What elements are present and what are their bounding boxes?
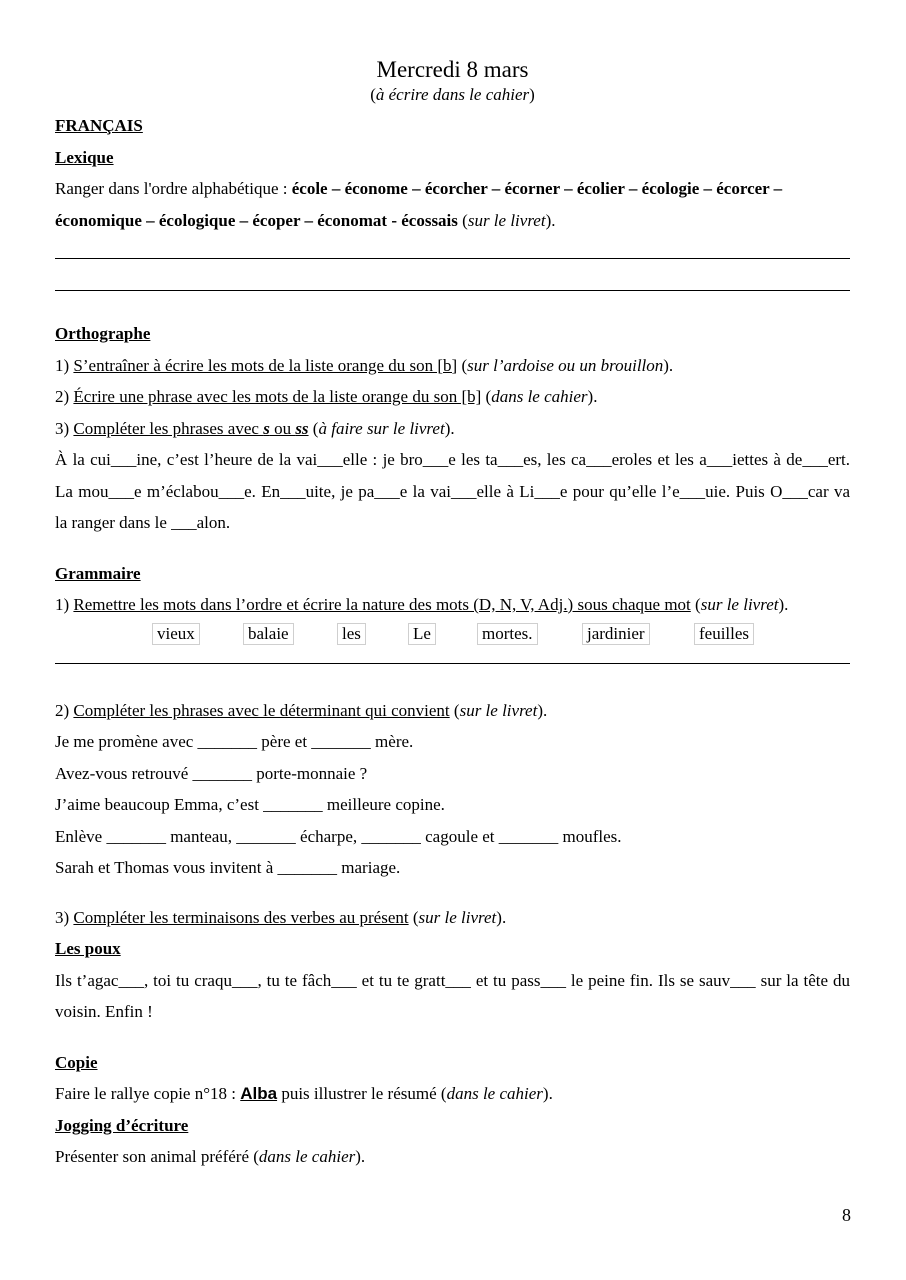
orthographe-item-2: 2) Écrire une phrase avec les mots de la liste orange du son [b] (dans le cahier). [55,387,598,406]
grammaire-heading: Grammaire [55,563,141,583]
item-number: 2) [55,700,74,720]
subtitle-text: à écrire dans le cahier [375,85,530,104]
page-number: 8 [842,1205,851,1225]
copie-close: ). [542,1084,553,1103]
word-boxes-row [55,623,850,647]
word-box: balaie [243,623,294,645]
text-title: Les poux [55,939,121,958]
jogging-note: dans le cahier [258,1147,356,1166]
page-title: Mercredi 8 mars [376,57,529,82]
item-task: S’entraîner à écrire les mots de la liste orange du son [b] [73,355,458,375]
item-number: 3) [55,907,74,927]
copie-name: Alba [240,1084,278,1103]
section-francais-heading: FRANÇAIS [55,116,143,135]
answer-line [55,663,850,664]
letter-s: s [263,418,270,438]
orthographe-item-3: 3) Compléter les phrases avec s ou ss (à faire sur le livret). [55,418,455,438]
answer-line [55,290,850,291]
item-number: 3) [55,418,74,438]
page-subtitle [55,84,850,106]
determinant-sentence: J’aime beaucoup Emma, c’est _______ meilleure copine. [55,795,445,814]
item-note: à faire sur le livret [318,418,445,438]
determinant-sentence: Sarah et Thomas vous invitent à _______ mariage. [55,858,401,877]
copie-prefix: Faire le rallye copie n°18 : [55,1084,241,1103]
copie-note: dans le cahier [446,1084,543,1103]
item-note: dans le cahier [491,387,588,406]
lexique-words-line1: école – économe – écorcher – écorner – écolier – écologie – écorcer – [291,179,783,198]
orthographe-exercise-text: À la cui___ine, c’est l’heure de la vai___elle : je bro___e les ta___es, les ca___eroles et les a___iettes à de___ert. La mou___e m’éclabou___e. En___uite, je pa___e la vai___elle à Li___e pour qu’elle l’e___uie. Puis O___car va la ranger dans le ___alon. [55,450,850,532]
lexique-heading: Lexique [55,147,114,167]
item-note: sur le livret [700,595,779,614]
lexique-words-line2: économique – écologique – écoper – économat - écossais [55,210,458,230]
lexique-note-open: ( [457,210,468,230]
word-box: les [337,623,366,645]
determinant-sentence: Je me promène avec _______ père et _______ mère. [55,732,414,751]
item-task-text: Compléter les phrases avec [73,418,264,438]
item-note: sur l’ardoise ou un brouillon [467,355,664,375]
worksheet-page [55,56,850,1173]
lexique-instruction-cont [55,205,850,237]
item-task: Compléter les phrases avec le déterminant qui convient [73,700,450,720]
orthographe-item-1: 1) S’entraîner à écrire les mots de la liste orange du son [b] (sur l’ardoise ou un brouillon). [55,355,674,375]
determinant-sentence: Avez-vous retrouvé _______ porte-monnaie ? [55,763,368,783]
item-task: Remettre les mots dans l’ordre et écrire la nature des mots (D, N, V, Adj.) sous chaque mot [73,595,691,614]
jogging-prefix: Présenter son animal préféré ( [55,1147,259,1166]
item-note: sur le livret [459,700,538,720]
copie-heading: Copie [55,1052,98,1072]
lexique-instruction [55,173,850,205]
item-note: sur le livret [418,907,497,927]
lexique-prefix: Ranger dans l'ordre alphabétique : [55,179,292,198]
determinant-sentence: Enlève _______ manteau, _______ écharpe, _______ cagoule et _______ moufles. [55,826,622,846]
grammaire-item-1: 1) Remettre les mots dans l’ordre et écrire la nature des mots (D, N, V, Adj.) sous chaque mot (sur le livret). [55,595,789,614]
item-task: Écrire une phrase avec les mots de la liste orange du son [b] [73,387,482,406]
copie-instruction [55,1078,850,1110]
orthographe-heading: Orthographe [55,324,151,343]
subtitle-open: ( [370,85,376,104]
word-box: jardinier [582,623,650,645]
item-number: 1) [55,355,74,375]
grammaire-item-2: 2) Compléter les phrases avec le déterminant qui convient (sur le livret). [55,700,548,720]
word-ou: ou [269,418,296,438]
lexique-note-close: ). [545,210,556,230]
word-box: mortes. [477,623,538,645]
lexique-note: sur le livret [467,210,546,230]
word-box: vieux [152,623,200,645]
copie-suffix: puis illustrer le résumé ( [277,1084,447,1103]
subtitle-close: ) [529,85,535,104]
grammaire-item-3: 3) Compléter les terminaisons des verbes au présent (sur le livret). [55,907,507,927]
jogging-close: ). [355,1147,366,1166]
word-box: feuilles [694,623,754,645]
item-task: Compléter les terminaisons des verbes au présent [73,907,409,927]
item-number: 1) [55,595,74,614]
jogging-instruction [55,1141,850,1173]
answer-line [55,258,850,259]
word-box: Le [408,623,436,645]
jogging-heading: Jogging d’écriture [55,1115,189,1135]
item-number: 2) [55,387,74,406]
verb-exercise-text: Ils t’agac___, toi tu craqu___, tu te fâch___ et tu te gratt___ et tu pass___ le peine fin. Ils se sauv___ sur la tête du voisin. Enfin ! [55,970,850,1021]
letters-ss: ss [295,418,309,438]
item-task [73,419,308,438]
